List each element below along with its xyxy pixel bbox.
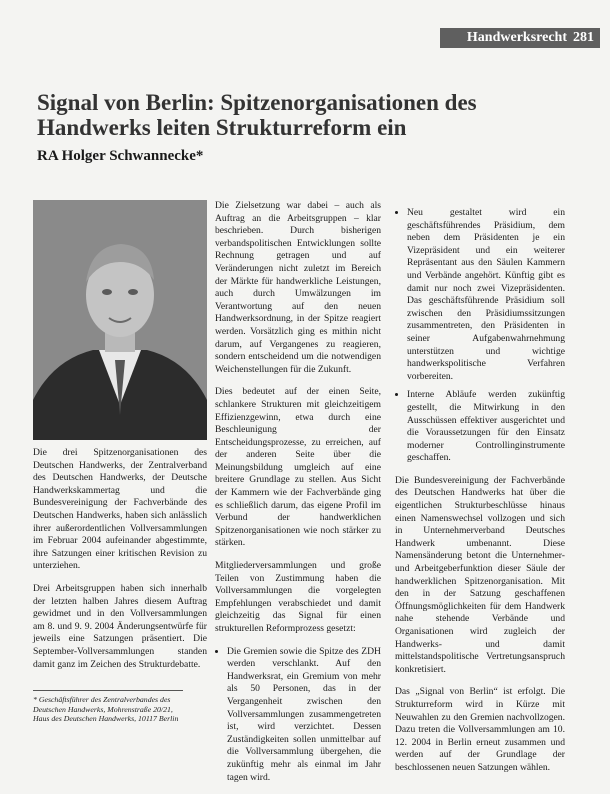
article-author: RA Holger Schwannecke* xyxy=(37,148,204,164)
text-column-3 xyxy=(395,207,565,785)
paragraph: Die Bundesvereinigung der Fachverbände des Deutschen Handwerks hat über die eigentlichen Strukturbeschlüsse hinaus einen Namenswechsel vollzogen und sich in Unternehmerverband Deutsches Handwerk umbenannt. Diese Namensänderung betont die Unternehmer- und Arbeitgeberfunktion dieser Säule der handwerklichen Spitzenorganisation. Mit den in der Satzung geschaffenen Öffnungsmöglichkeiten für dem Handwerk nahe stehende Verbände und Organisationen wird zugleich der Handwerks- und damit mittelstandspolitische Vertretungsanspruch konkretisiert. xyxy=(395,474,565,675)
page-number: 281 xyxy=(573,30,594,45)
bullet-item: • Die Gremien sowie die Spitze des ZDH werden verschlankt. Auf den Handwerksrat, ein Gremium von mehr als 50 Personen, das in der Vergangenheit zwischen den Vollversammlungen zusammengetreten ist, wird verzichtet. Dessen Zuständigkeiten sollen unmittelbar auf die Vollversammlung übergehen, die zukünftig mehr als einmal im Jahr tagen wird. xyxy=(227,646,381,785)
paragraph: Mitgliederversammlungen und große Teilen von Zustimmung haben die Vollversammlungen die vorgelegten Empfehlungen verabschiedet und damit gleichzeitig das Signal für einen strukturellen Reformprozess gesetzt: xyxy=(215,560,381,634)
bullet-item: • Interne Abläufe werden zukünftig gestellt, die Mitwirkung in den Ausschüssen effektiver ausgerichtet und die Voraussetzungen für den Einsatz moderner Controllinginstrumente geschaffen. xyxy=(407,389,565,465)
author-photo xyxy=(33,200,207,440)
paragraph: Dies bedeutet auf der einen Seite, schlankere Strukturen mit gleichzeitigem Effizienzgewinn, etwa durch eine Beschleunigung der Entscheidungsprozesse, zu erreichen, auf der anderen Seite über die Meinungsbildung umgleich auf eine breitere Grundlage zu stellen. Aus Sicht der Kammern wie der Fachverbände ging es schließlich darum, das eigene Profil im Verbund der handwerklichen Spitzenorganisationen wie noch stärker zu stärken. xyxy=(215,386,381,549)
paragraph: Die drei Spitzenorganisationen des Deutschen Handwerks, der Zentralverband des Deutschen Handwerks, der Deutsche Handwerkskammertag und die Bundesvereinigung der Fachverbände des Deutschen Handwerks, haben sich anlässlich ihrer außerordentlichen Vollversammlungen im Februar 2004 aufeinander abgestimmte, ihre Satzungen einer kritischen Revision zu unterziehen. xyxy=(33,447,207,572)
bullet-list xyxy=(395,207,565,465)
footnote: * Geschäftsführer des Zentralverbandes des Deutschen Handwerks, Mohrenstraße 20/21, Haus des Deutschen Handwerks, 10117 Berlin xyxy=(33,690,183,724)
text-column-1 xyxy=(33,447,207,681)
text-column-2 xyxy=(215,200,381,794)
paragraph: Die Zielsetzung war dabei – auch als Auftrag an die Arbeitsgruppen – klar beschrieben. Durch bisherigen verbandspolitischen Entwicklungen sollte Rechnung getragen und auf Veränderungen nicht zuletzt im Bereich der Märkte für handwerkliche Leistungen, auch durch Umwälzungen im Verantwortung auf den neuen Handwerksordnung, in der Spitze reagiert werden. Vorsätzlich ging es mithin nicht darum, auf Vergangenes zu reagieren, sondern entscheidend um die notwendigen Weichenstellungen für die Zukunft. xyxy=(215,200,381,375)
bullet-item: • Neu gestaltet wird ein geschäftsführendes Präsidium, dem neben dem Präsidenten je ein Vizepräsident und ein weiterer Repräsentant aus den Säulen Kammern und Verbände angehört. Künftig gibt es damit nur noch zwei Vizepräsidenten. Das geschäftsführende Präsidium soll zwischen den Präsidiumssitzungen zusammentreten, den Präsidenten in seiner Aufgabenwahrnehmung unterstützen und wichtige handwerkspolitische Verfahren vorbereiten. xyxy=(407,207,565,383)
paragraph: Das „Signal von Berlin“ ist erfolgt. Die Strukturreform wird in Kürze mit Neuwahlen zu den Gremien nachvollzogen. Dazu treten die Vollversammlungen am 10. 12. 2004 in Berlin erneut zusammen und werden auf der Grundlage der beschlossenen neuen Satzungen wählen. xyxy=(395,686,565,773)
article-title: Signal von Berlin: Spitzenorganisationen des Handwerks leiten Strukturreform ein xyxy=(37,90,477,140)
running-header xyxy=(440,28,600,48)
section-title: Handwerksrecht xyxy=(466,30,567,45)
paragraph: Drei Arbeitsgruppen haben sich innerhalb der letzten halben Jahres diesem Auftrag gewidmet und in den Vollversammlungen am 8. und 9. 9. 2004 Änderungsentwürfe für jeweils eine Satzungen präsentiert. Die September-Vollversammlungen standen damit ganz im Zeichen des Strukturdebatte. xyxy=(33,582,207,670)
bullet-list xyxy=(215,646,381,785)
